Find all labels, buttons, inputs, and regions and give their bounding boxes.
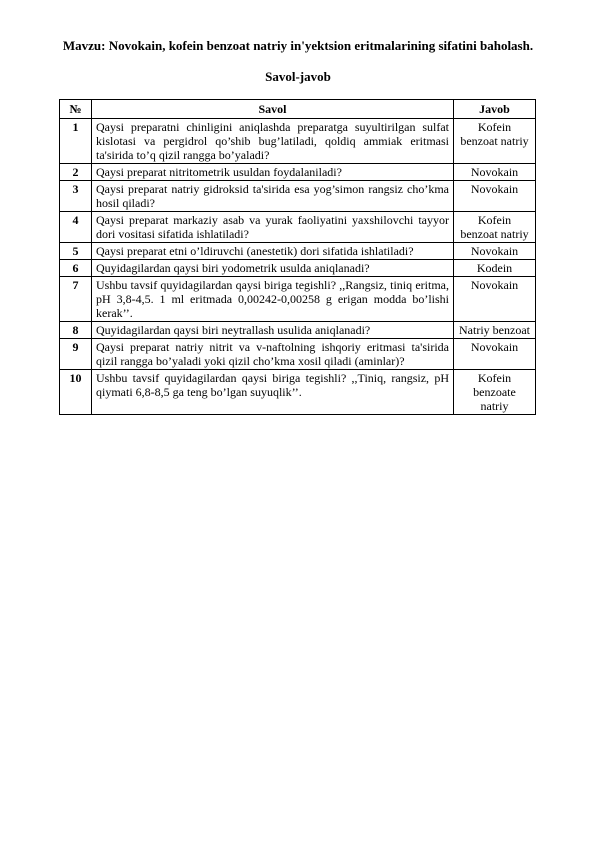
table-row (60, 260, 536, 277)
row-answer: Novokain (454, 339, 536, 370)
row-question: Qaysi preparat markaziy asab va yurak faoliyatini yaxshilovchi tayyor dori vositasi sifatida ishlatiladi? (92, 212, 454, 243)
row-question: Qaysi preparat natriy nitrit va v-naftolning ishqoriy eritmasi ta'sirida qizil rangga bo’yaladi yoki qizil cho’kma xosil qiladi (aminlar)? (92, 339, 454, 370)
row-answer: Kodein (454, 260, 536, 277)
row-answer: Kofein benzoat natriy (454, 212, 536, 243)
row-number: 9 (60, 339, 92, 370)
row-question: Qaysi preparat natriy gidroksid ta'sirida esa yog’simon rangsiz cho’kma hosil qiladi? (92, 181, 454, 212)
table-row (60, 119, 536, 164)
row-number: 4 (60, 212, 92, 243)
document-subtitle: Savol-javob (265, 69, 331, 84)
row-number: 5 (60, 243, 92, 260)
table-row (60, 181, 536, 212)
row-number: 7 (60, 277, 92, 322)
row-number: 3 (60, 181, 92, 212)
table-row (60, 322, 536, 339)
row-answer: Novokain (454, 164, 536, 181)
row-answer: Novokain (454, 277, 536, 322)
table-row (60, 243, 536, 260)
row-answer: Novokain (454, 243, 536, 260)
table-row (60, 212, 536, 243)
row-number: 10 (60, 370, 92, 415)
row-number: 6 (60, 260, 92, 277)
row-question: Quyidagilardan qaysi biri yodometrik usulda aniqlanadi? (92, 260, 454, 277)
table-row (60, 339, 536, 370)
row-question: Qaysi preparatni chinligini aniqlashda preparatga suyultirilgan sulfat kislotasi va pergidrol qo’shib bug’latiladi, qoldiq ammiak eritmasi ta'sirida to’q qizil rangga bo’yaladi? (92, 119, 454, 164)
row-answer: Kofein benzoat natriy (454, 119, 536, 164)
document-title: Mavzu: Novokain, kofein benzoat natriy in'yektsion eritmalarining sifatini baholash. (62, 38, 534, 53)
row-question: Ushbu tavsif quyidagilardan qaysi biriga tegishli? ,,Tiniq, rangsiz, pH qiymati 6,8-8,5 ga teng bo’lgan suyuqlik’’. (92, 370, 454, 415)
row-answer: Kofein benzoate natriy (454, 370, 536, 415)
table-row (60, 277, 536, 322)
header-answer: Javob (454, 100, 536, 119)
row-question: Quyidagilardan qaysi biri neytrallash usulida aniqlanadi? (92, 322, 454, 339)
row-answer: Natriy benzoat (454, 322, 536, 339)
row-question: Qaysi preparat etni o’ldiruvchi (anestetik) dori sifatida ishlatiladi? (92, 243, 454, 260)
row-number: 8 (60, 322, 92, 339)
row-number: 2 (60, 164, 92, 181)
row-question: Ushbu tavsif quyidagilardan qaysi biriga tegishli? ,,Rangsiz, tiniq eritma, pH 3,8-4,5. 1 ml eritmada 0,00242-0,00258 g erigan modda bo’lishi kerak’’. (92, 277, 454, 322)
header-question: Savol (92, 100, 454, 119)
table-row (60, 370, 536, 415)
row-question: Qaysi preparat nitritometrik usuldan foydalaniladi? (92, 164, 454, 181)
table-row (60, 164, 536, 181)
table-header-row (60, 100, 536, 119)
row-number: 1 (60, 119, 92, 164)
header-number: № (60, 100, 92, 119)
qa-table (59, 99, 536, 415)
row-answer: Novokain (454, 181, 536, 212)
